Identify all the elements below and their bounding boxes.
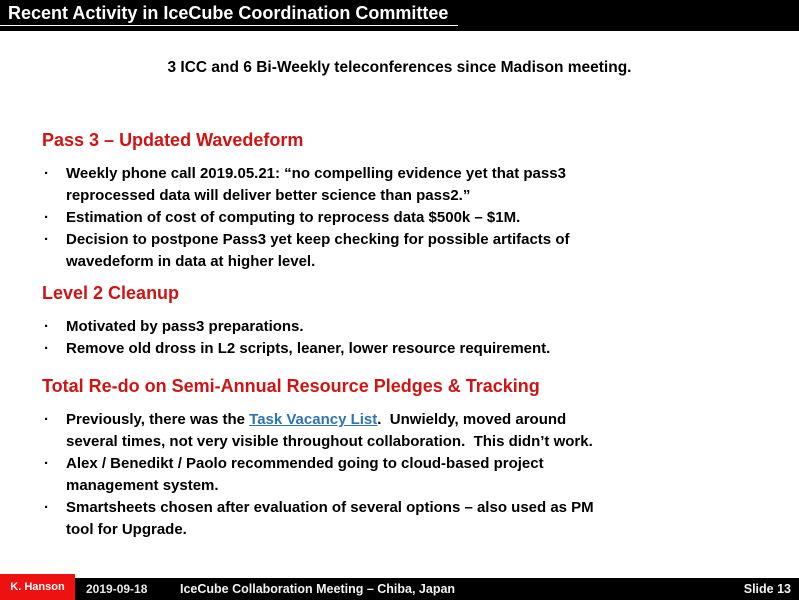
- bullet-item: · Previously, there was the Task Vacancy List. Unwieldy, moved around several times, not very visible throughout collaboration. This didn’t work.: [42, 409, 761, 453]
- slide-number: Slide 13: [743, 582, 791, 596]
- bullet-item: · Decision to postpone Pass3 yet keep checking for possible artifacts of wavedeform in data at higher level.: [42, 229, 761, 273]
- section-heading: Total Re-do on Semi-Annual Resource Pledges & Tracking: [42, 376, 540, 396]
- slide-subtitle: 3 ICC and 6 Bi-Weekly teleconferences since Madison meeting.: [167, 59, 632, 76]
- bullet-item: · Remove old dross in L2 scripts, leaner, lower resource requirement.: [42, 338, 761, 360]
- slide-body: [42, 120, 761, 545]
- bullet-item: · Alex / Benedikt / Paolo recommended going to cloud-based project management system.: [42, 453, 761, 497]
- bullet-list: [42, 316, 761, 360]
- bullet-item: · Estimation of cost of computing to reprocess data $500k – $1M.: [42, 207, 761, 229]
- task-vacancy-list-link[interactable]: Task Vacancy List: [249, 411, 378, 428]
- bullet-item: · Motivated by pass3 preparations.: [42, 316, 761, 338]
- section-heading: Level 2 Cleanup: [42, 283, 180, 303]
- footer-venue: IceCube Collaboration Meeting – Chiba, Japan: [180, 582, 456, 596]
- bullet-item: · Weekly phone call 2019.05.21: “no compelling evidence yet that pass3 reprocessed data will deliver better science than pass2.”: [42, 163, 761, 207]
- bullet-list: [42, 409, 761, 541]
- bullet-list: [42, 163, 761, 273]
- bullet-item: · Smartsheets chosen after evaluation of several options – also used as PM tool for Upgrade.: [42, 497, 761, 541]
- author-badge: K. Hanson: [0, 574, 75, 600]
- footer-date: 2019-09-18: [86, 582, 148, 596]
- section-heading: Pass 3 – Updated Wavedeform: [42, 130, 304, 150]
- footer-bar: [0, 578, 799, 600]
- slide-title-bar: [0, 0, 799, 31]
- slide-title: Recent Activity in IceCube Coordination Committee: [0, 3, 458, 26]
